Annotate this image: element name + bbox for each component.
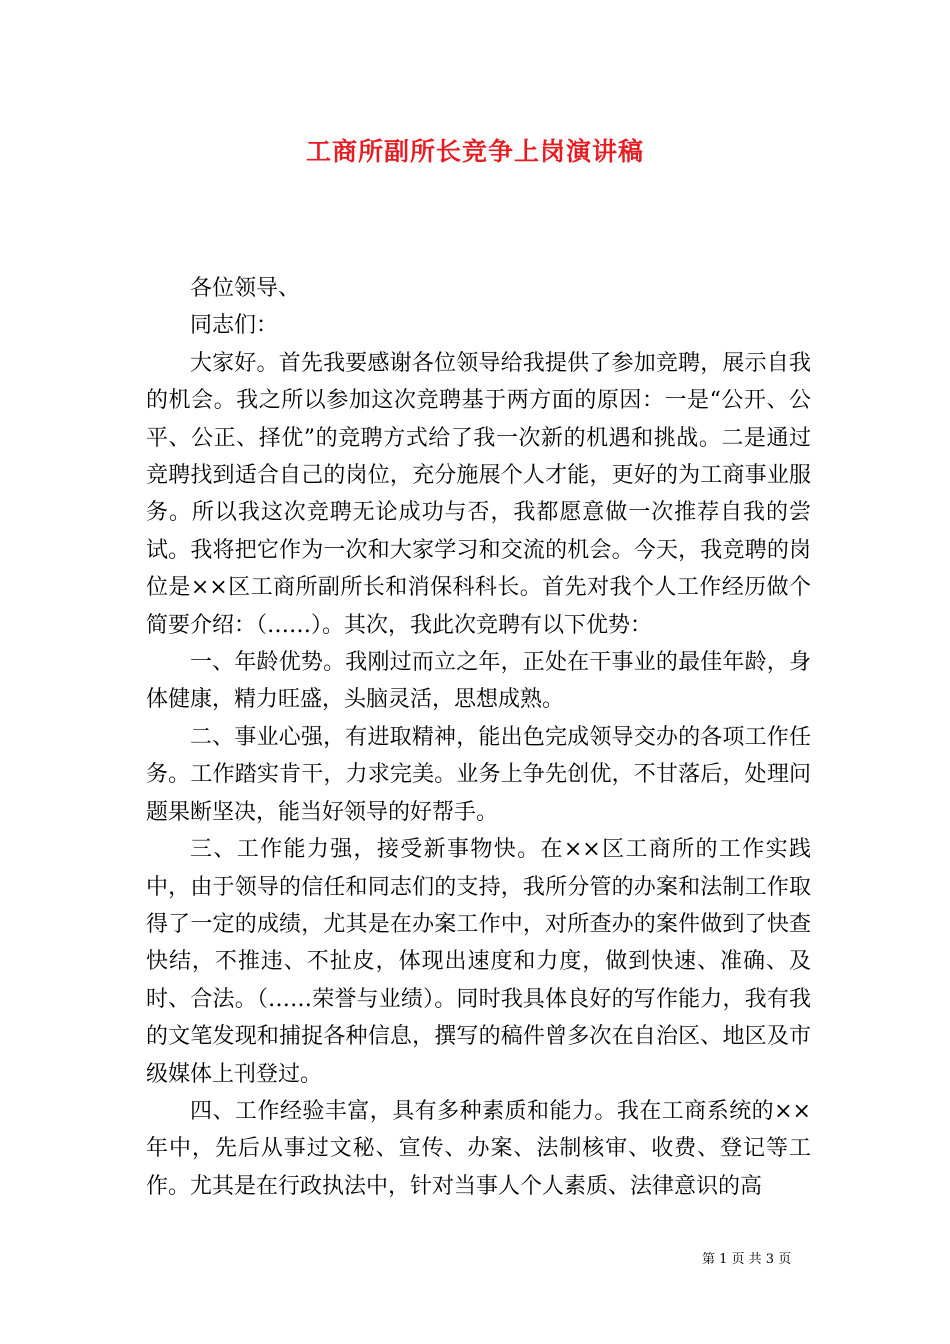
page-number: 第 1 页 共 3 页: [702, 1252, 792, 1267]
paragraph-dedication: 二、事业心强，有进取精神，能出色完成领导交办的各项工作任务。工作踏实肯干，力求完美。业务上争先创优，不甘落后，处理问题果断坚决，能当好领导的好帮手。: [146, 724, 811, 825]
document-title: 工商所副所长竞争上岗演讲稿: [305, 137, 644, 166]
paragraph-ability: 三、工作能力强，接受新事物快。在××区工商所的工作实践中，由于领导的信任和同志们的支持，我所分管的办案和法制工作取得了一定的成绩，尤其是在办案工作中，对所查办的案件做到了快查快结，不推违、不扯皮，体现出速度和力度，做到快速、准确、及时、合法。（……荣誉与业绩）。同时我具体良好的写作能力，我有我的文笔发现和捕捉各种信息，撰写的稿件曾多次在自治区、地区及市级媒体上刊登过。: [146, 837, 811, 1087]
paragraph-intro: 大家好。首先我要感谢各位领导给我提供了参加竞聘，展示自我的机会。我之所以参加这次竞聘基于两方面的原因：一是“公开、公平、公正、择优”的竞聘方式给了我一次新的机遇和挑战。二是通过竞聘找到适合自己的岗位，充分施展个人才能，更好的为工商事业服务。所以我这次竞聘无论成功与否，我都愿意做一次推荐自我的尝试。我将把它作为一次和大家学习和交流的机会。今天，我竞聘的岗位是××区工商所副所长和消保科科长。首先对我个人工作经历做个简要介绍：（……）。其次，我此次竞聘有以下优势：: [146, 350, 811, 638]
salutation-leaders: 各位领导、: [190, 276, 301, 301]
paragraph-experience: 四、工作经验丰富，具有多种素质和能力。我在工商系统的××年中，先后从事过文秘、宣传、办案、法制核审、收费、登记等工作。尤其是在行政执法中，针对当事人个人素质、法律意识的高: [146, 1098, 811, 1199]
paragraph-age-advantage: 一、年龄优势。我刚过而立之年，正处在干事业的最佳年龄，身体健康，精力旺盛，头脑灵活，思想成熟。: [146, 650, 811, 713]
salutation-comrades: 同志们：: [190, 313, 279, 339]
document-body: [146, 270, 811, 1205]
